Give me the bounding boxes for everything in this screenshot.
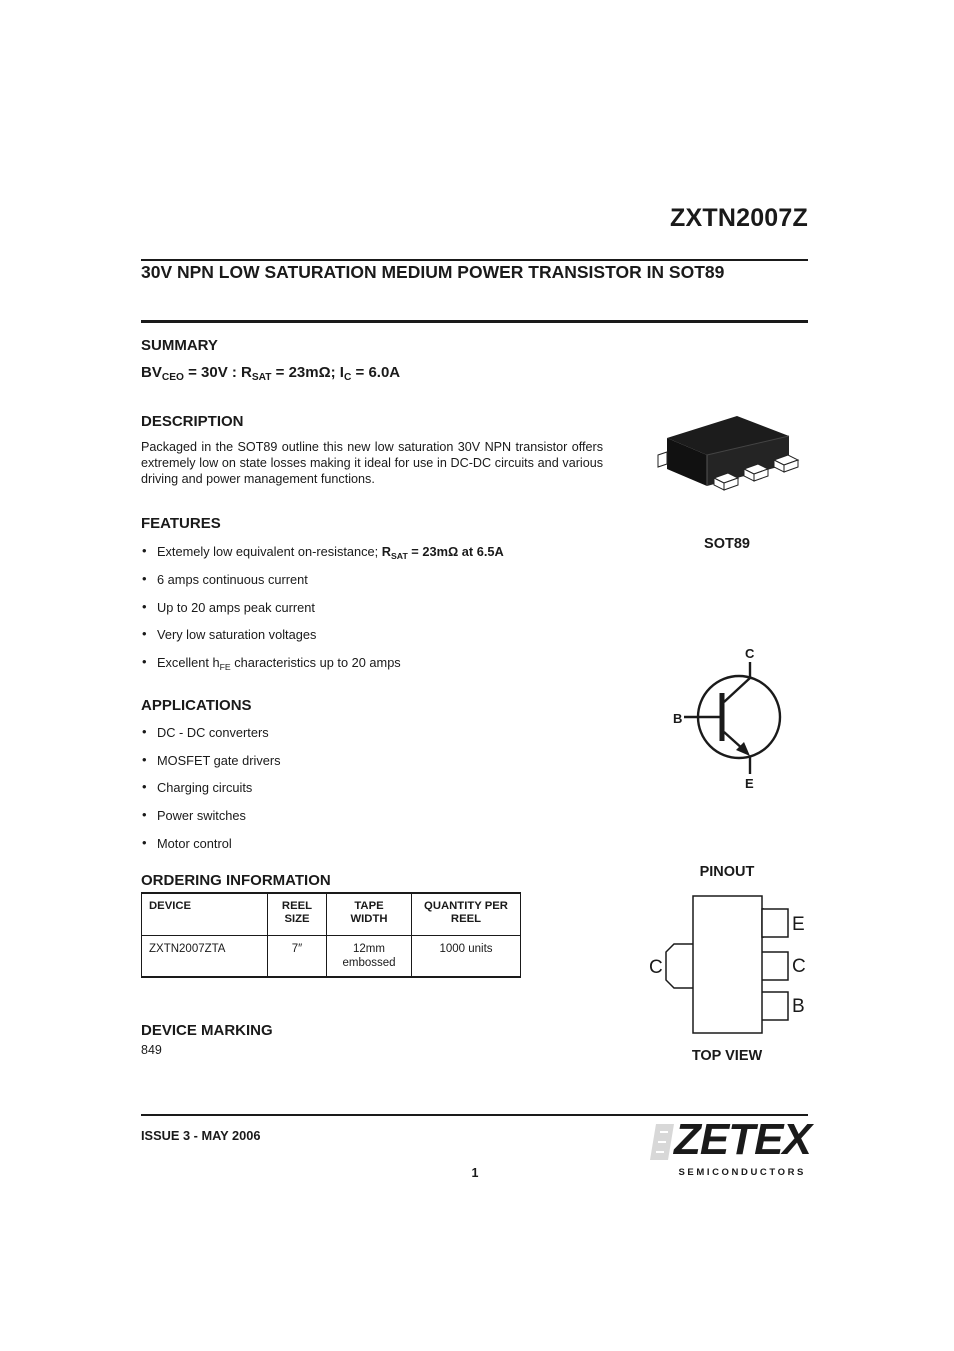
col-device: DEVICE [142,893,268,936]
zetex-logo [648,1115,811,1182]
pinout-heading: PINOUT [699,864,755,880]
feature-item [141,544,504,572]
pin-right-label-3: B [792,996,805,1017]
applications-list [141,725,281,863]
bv-value: = 30V : R [183,364,252,381]
cell-device: ZXTN2007ZTA [142,936,268,978]
pinout-diagram [664,894,764,1036]
part-number: ZXTN2007Z [670,204,808,232]
bv-label: BV [141,364,162,381]
pin-left-label: C [649,957,663,978]
feature-text: Excellent h [157,655,220,671]
cell-quantity: 1000 units [412,936,521,978]
application-item: • DC - DC converters [141,725,281,753]
feature-item: • Very low saturation voltages [141,627,504,655]
col-quantity [412,893,521,936]
summary-heading: SUMMARY [141,337,218,354]
applications-heading: APPLICATIONS [141,697,252,714]
emitter-label: E [745,776,754,791]
col-tape-width-line2: WIDTH [350,913,388,925]
feature-r-subscript: SAT [391,551,408,561]
application-item: • MOSFET gate drivers [141,753,281,781]
base-label: B [673,711,683,726]
application-item: • Motor control [141,836,281,864]
feature-hfe-subscript: FE [219,662,231,673]
feature-r: R [381,544,392,559]
npn-transistor-symbol [664,640,794,795]
table-row [142,936,521,978]
rsat-value: = 23mΩ; I [271,364,344,381]
pin-right-label-1: E [792,914,805,935]
bv-subscript: CEO [161,372,184,383]
section-rule [141,320,808,323]
pin-right-label-2: C [792,956,806,977]
pinout-right-pins [762,907,792,1021]
cell-tape-width-line1: 12mm [353,943,385,955]
zetex-logo-text: ZETEX [674,1115,811,1164]
ic-value: = 6.0A [351,364,401,381]
feature-item: • Up to 20 amps peak current [141,600,504,628]
col-reel-size [268,893,327,936]
zetex-logo-subtext: SEMICONDUCTORS [678,1167,806,1178]
page-number: 1 [471,1166,479,1180]
collector-label: C [745,646,755,661]
sot89-package-image [652,408,804,494]
application-item: • Power switches [141,808,281,836]
page-subtitle: 30V NPN LOW SATURATION MEDIUM POWER TRANSISTOR IN SOT89 [141,262,725,282]
feature-item [141,655,504,683]
header-rule [141,259,808,261]
ic-subscript: C [343,372,352,383]
application-item: • Charging circuits [141,780,281,808]
marking-heading: DEVICE MARKING [141,1022,273,1039]
cell-tape-width [327,936,412,978]
package-label: SOT89 [704,536,750,552]
features-list [141,544,504,683]
description-text: Packaged in the SOT89 outline this new low saturation 30V NPN transistor offers extremely low on state losses making it ideal for use in DC-DC circuits and various driving and power management functions. [141,440,603,486]
issue-date: ISSUE 3 - MAY 2006 [141,1128,261,1143]
col-reel-size-line1: REEL [281,900,313,912]
table-header-row [142,893,521,936]
feature-r-value: = 23mΩ at 6.5A [407,544,504,559]
feature-text: Extemely low equivalent on-resistance; [157,544,382,559]
marking-value: 849 [141,1043,162,1057]
col-tape-width [327,893,412,936]
summary-specs [141,364,400,381]
col-reel-size-line2: SIZE [284,913,310,925]
description-heading: DESCRIPTION [141,413,244,430]
feature-item: • 6 amps continuous current [141,572,504,600]
ordering-table [141,892,521,978]
col-quantity-line2: REEL [450,913,482,925]
col-tape-width-line1: TAPE [354,900,384,912]
rsat-subscript: SAT [251,372,272,383]
features-heading: FEATURES [141,515,221,532]
cell-reel-size: 7″ [268,936,327,978]
cell-tape-width-line2: embossed [342,957,396,969]
top-view-label: TOP VIEW [691,1048,763,1064]
col-quantity-line1: QUANTITY PER [424,900,508,912]
ordering-heading: ORDERING INFORMATION [141,872,331,889]
feature-text-end: characteristics up to 20 amps [230,655,401,671]
